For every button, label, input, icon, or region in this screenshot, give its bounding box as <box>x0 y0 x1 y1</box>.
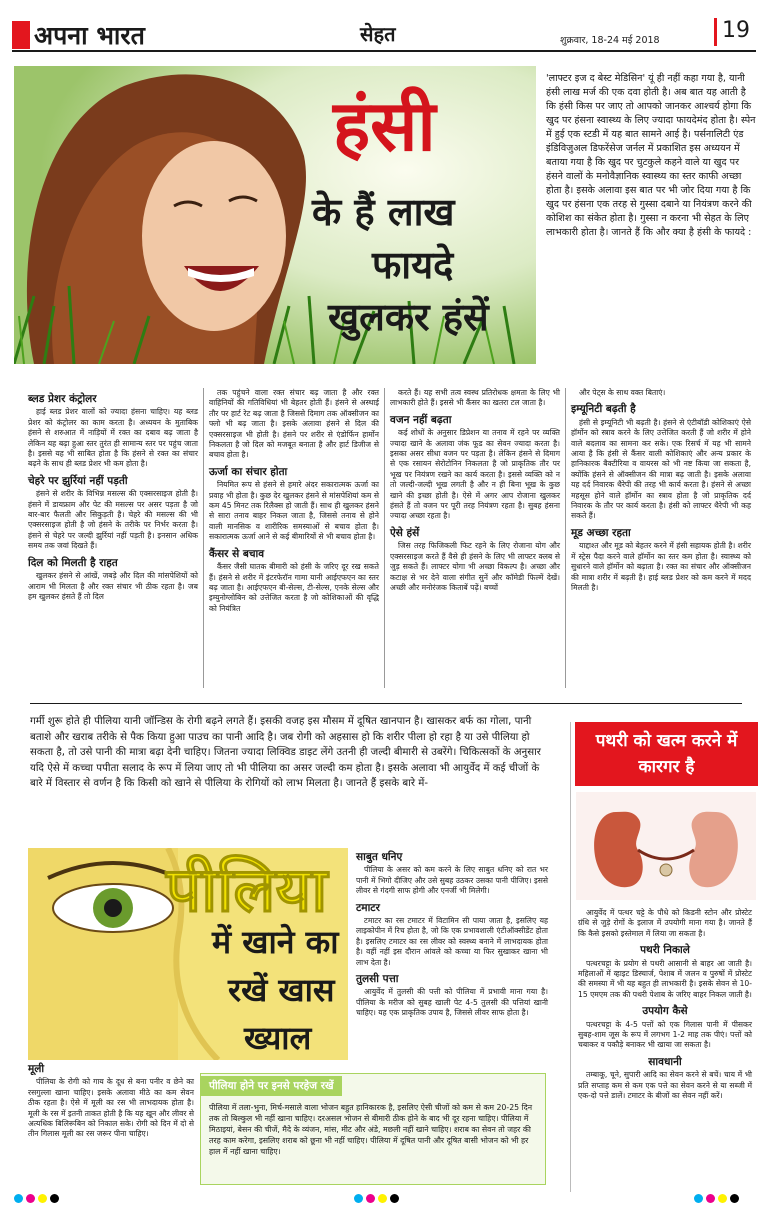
section-title: सेहत <box>360 22 396 46</box>
registration-dot <box>730 1194 739 1203</box>
story1-headline-4: खुलकर हंसें <box>328 295 489 339</box>
story1-headline-1: हंसी <box>333 85 436 167</box>
paragraph: तक पहुंचने वाला रक्त संचार बढ़ जाता है और रक्त वाहिनियों की गतिविधियां भी बेहतर होती हैं। हंसने से अस्थाई तौर पर हार्ट रेट बढ़ जाता है जिससे दिमाग तक ऑक्सीजन का फ्लो भी बढ़ जाता है। इसके अलावा हंसने से दिल की एक्सरसाइज भी होती है। हंसने पर शरीर से एंडोर्फिन हार्मोन निकलता है जो दिल को मजबूत बनाता है और हार्ट डिजीज से बचाव होता है। <box>209 388 379 460</box>
paragraph: कैंसर जैसी घातक बीमारी को हंसी के जरिए दूर रख सकते हैं। हंसने से शरीर में इंटरफेरॉन गामा यानी आईएफएन का स्तर बढ़ जाता है। आईएफएन बी-सेल्स, टी-सेल्स, एनके सेल्स और इम्युनोग्लोबिन को उत्तेजित करता है जो कोशिकाओं की वृद्धि को नियंत्रित <box>209 562 379 613</box>
kidney-illustration <box>576 792 756 900</box>
subhead: तुलसी पत्ता <box>356 973 399 986</box>
paragraph: आयुर्वेद में तुलसी की पत्ती को पीलिया में प्रभावी माना गया है। पीलिया के मरीज को सुबह खाली पेट 4-5 तुलसी की पत्तियां खानी चाहिए। यह एक प्राकृतिक उपाय है, जिससे लीवर साफ होता है। <box>356 987 548 1018</box>
section-separator <box>30 703 742 704</box>
subhead: दिल को मिलती है राहत <box>28 556 118 569</box>
subhead: ब्लड प्रेशर कंट्रोलर <box>28 393 97 405</box>
kidney-icon <box>576 792 756 900</box>
registration-dot <box>718 1194 727 1203</box>
subhead: सावधानी <box>648 1055 682 1068</box>
paragraph: तम्बाकू, चूने, सुपारी आदि का सेवन करने से बचें। चाय में भी प्रति सप्ताह कम से कम एक पत्ते का सेवन करने से या सब्जी में एक-दो पत्ते डालें। टमाटर के बीजों का सेवन नहीं करें। <box>578 1070 752 1101</box>
paragraph: हाई ब्लड प्रेशर वालों को ज्यादा हंसना चाहिए। यह ब्लड प्रेशर को कंट्रोलर का काम करता है। अध्ययन के मुताबिक हंसने से शरुआत में नाड़ियों में रक्त का दबाव बढ़ जाता है लेकिन यह बढ़ा हुआ स्तर तुरंत ही सामान्य स्तर पर पहुंच जाता है। इससे यह भी साबित होता है कि हंसने से रक्त का संचार बढ़ने के साथ ही ब्लड प्रेशर भी कम होता है। <box>28 407 198 469</box>
story3-headline: पथरी को खत्म करने में कारगर है <box>595 731 738 777</box>
paragraph: जिस तरह फिजिकली फिट रहने के लिए रोजाना योग और एक्सरसाइज करते हैं वैसे ही हंसने के लिए भी लाफ्टर क्लब से जुड़ सकते हैं। लाफ्टर योगा भी अच्छा विकल्प है। अच्छा और कटाक्ष से भर देने वाला संगीत सुनें और कॉमेडी फिल्में देखें। अच्छी और मनोरंजक किताबें पढ़ें। बच्चों <box>390 541 560 592</box>
story3-column-rule <box>570 722 571 1192</box>
story1-headline-2: के हैं लाख <box>312 190 455 234</box>
registration-dot <box>38 1194 47 1203</box>
paragraph: और पेट्स के साथ वक्त बिताएं। <box>579 388 666 397</box>
registration-marks <box>14 1194 754 1204</box>
story1-intro: 'लाफ्टर इज द बेस्ट मेडिसिन' यूं ही नहीं कहा गया है, यानी हंसी लाख मर्ज की एक दवा होती है। अब बात यह आती है कि हंसी किस पर जाए तो आपको जानकर आश्चर्य होगा कि खुद पर हंसना स्वास्थ्य के लिए ज्यादा फायदेमंद होता है। स्पेन में हुई एक स्टडी में यह बात सामने आई है। पर्सनालिटी एंड इंडिविजुअल डिफरेंसेज जर्नल में प्रकाशित इस अध्ययन में बताया गया है कि खुद पर चुटकुले कहने वाले या खुद पर हंसने वालों के मनोवैज्ञानिक स्वास्थ्य का स्तर काफी अच्छा होता है। इसके अलावा इस बात पर भी जोर दिया गया है कि खुद पर हंसना एक तरह से गुस्सा दबाने या नियंत्रण करने की कोशिश का संकेत होता है। गुस्सा न करना भी सेहत के लिए लाभकारी होता है। जानते हैं कि और क्या है हंसी के फायदे : <box>546 73 756 238</box>
subhead: पथरी निकाले <box>640 944 690 957</box>
story2-headline-3: रखें खास <box>228 971 335 1009</box>
registration-dot <box>366 1194 375 1203</box>
subhead: मूली <box>28 1063 45 1075</box>
subhead: वजन नहीं बढ़ता <box>390 413 452 426</box>
subhead: ऊर्जा का संचार होता <box>209 465 288 478</box>
paragraph: पत्थरचट्टा के प्रयोग से पथरी आसानी से बाहर आ जाती है। महिलाओं में व्हाइट डिस्चार्ज, पेशाब में जलन व पुरुषों में प्रोस्टेट की समस्या में भी यह बहुत ही लाभकारी है। इसके सेवन से 10-15 एमएम तक की पथरी पेशाब के जरिए बाहर निकल जाती है। <box>578 958 752 999</box>
subhead: ऐसे हंसें <box>390 526 420 539</box>
paragraph: पीलिया के रोगी को गाय के दूध से बना पनीर व छेने का रसगुल्ला खाना चाहिए। इसके अलावा मीठे का कम सेवन ठीक रहता है। ऐसे में मूली का रस भी लाभदायक होता है। मूली के रस में इतनी ताकत होती है कि यह खून और लीवर से अत्यधिक बिलिरूबिन को निकाल सके। रोगी को दिन में दो से तीन गिलास मूली का रस जरूर पीना चाहिए। <box>28 1077 194 1139</box>
header-divider <box>714 18 717 46</box>
header-date: शुक्रवार, 18-24 मई 2018 <box>560 35 660 46</box>
column-rule <box>384 388 385 688</box>
paragraph: खुलकर हंसने से आंखें, जबड़े और दिल की मांसपेशियों को आराम भी मिलता है और रक्त संचार भी ठीक रहता है। जब हम खुलकर हंसते हैं तो दिल <box>28 571 198 601</box>
paragraph: आयुर्वेद में पत्थर चट्टे के पौधे को किडनी स्टोन और प्रोस्टेट ग्रंथि से जुड़े रोगों के इलाज में उपयोगी माना गया है। जानते हैं कि कैसे इसको इस्तेमाल में लिया जा सकता है। <box>578 908 752 938</box>
story1-col1 <box>28 388 198 604</box>
subhead: चेहरे पर झुर्रियां नहीं पड़ती <box>28 474 128 487</box>
subhead: उपयोग कैसे <box>642 1005 688 1018</box>
paragraph: टमाटर का रस टमाटर में विटामिन सी पाया जाता है, इसलिए यह लाइकोपीन में रिच होता है, जो कि एक प्रभावशाली एंटीऑक्सीडेंट होता है। इसलिए टमाटर का रस लीवर को स्वस्थ्य बनाने में लाभदायक होता है। वहीं नहीं इस दौरान आंवले को कच्चा या फिर सुखाकर खाना भी लाभ देता है। <box>356 916 548 967</box>
registration-dot <box>390 1194 399 1203</box>
subhead: मूड अच्छा रहता <box>571 526 631 539</box>
paragraph: करते हैं। यह सभी तत्व स्वस्थ प्रतिरोधक क्षमता के लिए भी लाभकारी होते हैं। इससे भी कैंसर का खतरा टल जाता है। <box>390 388 560 408</box>
avoid-box-title: पीलिया होने पर इनसे परहेज रखें <box>201 1076 342 1096</box>
header-rule <box>12 50 756 52</box>
story1-col4 <box>571 388 751 595</box>
registration-dot <box>50 1194 59 1203</box>
avoid-box <box>200 1073 546 1185</box>
column-rule <box>565 388 566 688</box>
paragraph: नियमित रूप से हंसने से हमारे अंदर सकारात्मक ऊर्जा का प्रवाह भी होता है। कुछ देर खुलकर हंसने से मांसपेशियां कम से कम 45 मिनट तक रिलैक्स हो जाती हैं। साथ ही खुलकर हंसने से सारा तनाव बाहर निकल जाता है, जिससे तनाव से होने वाली मानसिक व शारीरिक समस्याओं से बचाव होता है। सकारात्मक ऊर्जा आने से कई बीमारियों से भी बचाव होता है। <box>209 480 379 542</box>
column-rule <box>203 388 204 688</box>
subhead: टमाटर <box>356 901 380 914</box>
registration-dot <box>694 1194 703 1203</box>
paragraph: पीलिया के असर को कम करने के लिए साबुत धनिए को रात भर पानी में भिगो दीजिए और उसे सुबह उठकर उसका पानी पीजिए। इससे लीवर से गंदगी साफ होगी और एनर्जी भी मिलेगी। <box>356 865 548 896</box>
story2-remedies <box>356 852 548 1021</box>
subhead: इम्यूनिटी बढ़ती है <box>571 403 636 416</box>
paragraph: हंसने से शरीर के विभिन्न मसल्स की एक्सरसाइज होती है। हंसने में डायफ्राम और पेट की मसल्स पर असर पड़ता है जो बार-बार फैलती और सिकुड़ती है। चेहरे की मसल्स की भी एक्सरसाइज होती है जो हंसने के तरीके पर निर्भर करता है। हंसने से चेहरे पर जल्दी झुर्रियां नहीं पड़ती है। इनसान अधिक समय तक जवां दिखते हैं। <box>28 489 198 551</box>
story3-headline-box <box>575 722 758 786</box>
paragraph: याद्दाश्त और मूड को बेहतर करने में हंसी सहायक होती है। शरीर में स्ट्रेस पैदा करने वाले हॉर्मोन का स्तर कम होता है। स्वास्थ्य को सुधारने वाले हॉर्मोन को बढ़ाता है। रक्त का संचार और ऑक्सीजन की मात्रा शरीर में बढ़ती है। हाई ब्लड प्रेशर को कम करने में मदद मिलती है। <box>571 541 751 592</box>
avoid-box-text: पीलिया में तला-भुना, मिर्च-मसाले वाला भोजन बहुत हानिकारक है, इसलिए ऐसी चीजों को कम से कम 20-25 दिन तक तो बिल्कुल भी नहीं खाना चाहिए। दरअसल भोजन से बीमारी ठीक होने के बाद भी दूर रहना चाहिए। पीलिया में मिठाइयां, बेसन की चीजें, मैदे के व्यंजन, मांस, मीट और अंडे, मछली नहीं खाने चाहिए। शराब का सेवन तो जहर की तरह काम करेगा, इसलिए शराब को छूना भी नहीं चाहिए। पीलिया में दूषित पानी और दूषित बासी भोजन को भी हर हाल में नहीं खाना चाहिए। <box>209 1103 533 1156</box>
story3-body <box>578 908 752 1104</box>
paragraph: कई शोधों के अनुसार डिप्रेशन या तनाव में रहने पर व्यक्ति ज्यादा खाने के अलावा जंक फूड का सेवन ज्यादा करता है। इसका असर सीधा वजन पर पड़ता है। लेकिन हंसने से दिमाग से एक रसायन सेरोटोनिन निकलता है जो प्राकृतिक तौर पर भूख पर नियंत्रण रखने का कार्य करता है। इससे व्यक्ति को न तो जल्दी-जल्दी भूख लगती है और न ही बिना भूख के कुछ खाने की इच्छा होती है। ऐसे में अगर आप रोजाना खुलकर हंसते हैं तो वजन पर पूरी तरह नियंत्रण रहता है। सुबह हंसना ज्यादा अच्छा रहता है। <box>390 428 560 521</box>
story2-headline-1: पीलिया <box>166 853 328 926</box>
page-number: 19 <box>722 18 750 43</box>
subhead: साबुत धनिए <box>356 851 403 863</box>
registration-dot <box>14 1194 23 1203</box>
story1-col2 <box>209 388 379 616</box>
story2-intro: गर्मी शुरू होते ही पीलिया यानी जॉन्डिस के रोगी बढ़ने लगते हैं। इसकी वजह इस मौसम में दूषित खानपान है। खासकर बर्फ का गोला, पानी बताशे और खराब तरीके से पैक किया हुआ पाउच का पानी आदि है। जब रोगी को अहसास हो कि शरीर पीला हो रहा है या उसे पीलिया हो सकता है, तो उसे पानी की मात्रा बढ़ा देनी चाहिए। जितना ज्यादा लिक्विड डाइट लेंगे उतनी ही जल्दी बीमारी से उबरेंगे। चिकित्सकों के अनुसार यदि ऐसे में कच्चा पपीता सलाद के रूप में लिया जाए तो भी पीलिया का असर जल्दी कम होता है। इसके अलावा भी आयुर्वेद में कई चीजों के बारे में विस्तार से वर्णन है कि किसी को खाने से पीलिया के रोगियों को लाभ मिलता है। जानते हैं इसके बारे में- <box>30 716 541 789</box>
registration-dot <box>354 1194 363 1203</box>
story1-headline-3: फायदे <box>372 243 454 287</box>
paragraph: हंसी से इम्यूनिटी भी बढ़ती है। हंसने से एंटीबॉडी कोशिकाएं ऐसे हॉर्मोन को स्त्राव करने के लिए उत्तेजित करती हैं जो शरीर में होने वाले बदलाव का सामना कर सके। एक रिसर्च में यह भी सामने आया है कि हंसी से कैंसर वाली कोशिकाएं और अन्य प्रकार के हानिकारक बैक्टीरिया व वायरस को भी नष्ट किया जा सकता है, क्योंकि हंसने से ऑक्सीजन की मात्रा बढ़ जाती है। इसके अलावा यह दर्द निवारक थैरेपी की तरह भी कार्य करता है। हंसने से अच्छा महसूस होने वाले हॉर्मोन का स्त्राव होता है जो प्राकृतिक दर्द निवारक के तौर पर कार्य करता है। हंसी को लाफ्टर थैरेपी भी कह सकते हैं। <box>571 417 751 521</box>
story1-col3 <box>390 388 560 595</box>
subhead: कैंसर से बचाव <box>209 547 265 560</box>
registration-dot <box>706 1194 715 1203</box>
registration-dot <box>378 1194 387 1203</box>
story2-headline-2: में खाने का <box>212 923 339 961</box>
masthead: अपना भारत <box>34 21 145 50</box>
header-red-block <box>12 21 30 49</box>
registration-dot <box>26 1194 35 1203</box>
paragraph: पत्थरचट्टा के 4-5 पत्तों को एक गिलास पानी में पीसकर सुबह-शाम जूस के रूप में लगभग 1-2 माह तक पीएं। पत्तों को चबाकर व पकौड़े बनाकर भी खाया जा सकता है। <box>578 1019 752 1050</box>
story2-headline-4: ख्याल <box>244 1019 312 1057</box>
story2-mooli <box>28 1064 194 1142</box>
